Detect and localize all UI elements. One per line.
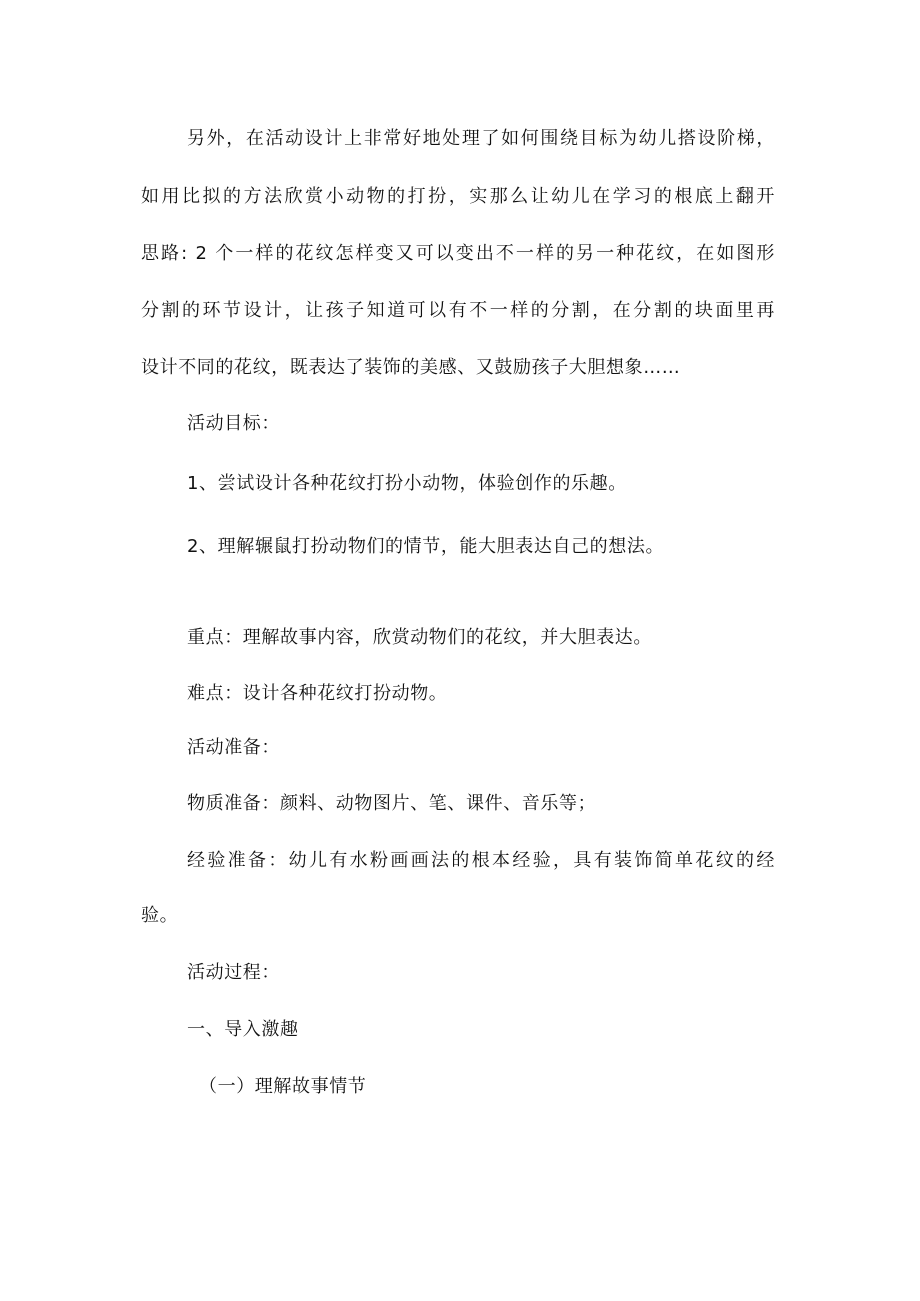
goals-heading: 活动目标： (187, 413, 280, 434)
intro-line-5: 设计不同的花纹，既表达了装饰的美感、又鼓励孩子大胆想象…… (141, 357, 681, 378)
intro-line-1: 另外，在活动设计上非常好地处理了如何围绕目标为幼儿搭设阶梯， (187, 128, 775, 149)
key-point: 重点：理解故事内容，欣赏动物们的花纹，并大胆表达。 (187, 627, 652, 648)
intro-line-2: 如用比拟的方法欣赏小动物的打扮，实那么让幼儿在学习的根底上翻开 (141, 186, 775, 207)
experience-prep-line-1: 经验准备：幼儿有水粉画画法的根本经验，具有装饰简单花纹的经 (187, 850, 775, 871)
goal-item-2: 2、理解辗鼠打扮动物们的情节，能大胆表达自己的想法。 (187, 536, 665, 557)
process-heading: 活动过程： (187, 962, 280, 983)
intro-line-4: 分割的环节设计，让孩子知道可以有不一样的分割，在分割的块面里再 (141, 300, 775, 321)
subsection-heading-one: （一）理解故事情节 (199, 1076, 367, 1097)
goal-item-1: 1、尝试设计各种花纹打扮小动物，体验创作的乐趣。 (187, 473, 627, 494)
intro-line-3: 思路: 2 个一样的花纹怎样变又可以变出不一样的另一种花纹，在如图形 (141, 243, 775, 264)
material-prep: 物质准备：颜料、动物图片、笔、课件、音乐等； (187, 793, 597, 814)
difficult-point: 难点：设计各种花纹打扮动物。 (187, 683, 448, 704)
prep-heading: 活动准备： (187, 737, 280, 758)
section-heading-one: 一、导入激趣 (187, 1019, 299, 1040)
experience-prep-line-2: 验。 (141, 905, 179, 926)
